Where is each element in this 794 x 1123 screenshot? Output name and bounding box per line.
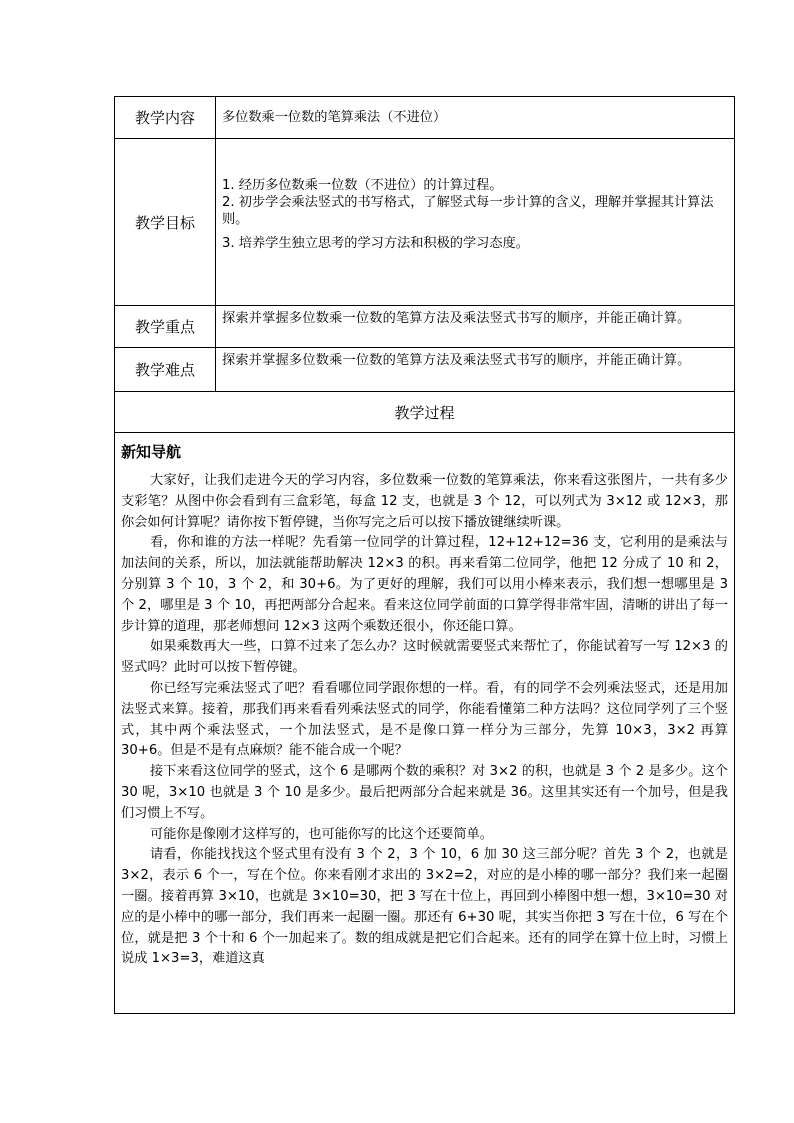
teaching-goals-list bbox=[216, 139, 734, 305]
paragraph: 如果乘数再大一些，口算不过来了怎么办？这时候就需要竖式来帮忙了，你能试着写一写 12×3 的竖式吗？此时可以按下暂停键。 bbox=[121, 639, 728, 676]
paragraph: 看，你和谁的方法一样呢？先看第一位同学的计算过程，12+12+12=36 支，它利用的是乘法与加法间的关系，所以，加法就能帮助解决 12×3 的积。再来看第二位同学，他把 12 分成了 10 和 2，分别算 3 个 10，3 个 2，和 30+6。为了更好的理解，我们可以用小棒来表示，我们想一想哪里是 3 个 2，哪里是 3 个 10，再把两部分合起来。看来这位同学前面的口算学得非常牢固，清晰的讲出了每一步计算的道理，那老师想问 12×3 这两个乘数还很小，你还能口算。 bbox=[121, 535, 728, 634]
row-teaching-goals bbox=[115, 139, 734, 306]
paragraph: 大家好，让我们走进今天的学习内容，多位数乘一位数的笔算乘法，你来看这张图片，一共有多少支彩笔？从图中你会看到有三盒彩笔，每盒 12 支，也就是 3 个 12，可以列式为 3×12 或 12×3，那你会如何计算呢？请你按下暂停键，当你写完之后可以按下播放键继续听课。 bbox=[121, 473, 728, 530]
teaching-content-text: 多位数乘一位数的笔算乘法（不进位） bbox=[222, 110, 447, 125]
row-difficulties bbox=[115, 348, 734, 392]
goal-item-2: 2. 初步学会乘法竖式的书写格式，了解竖式每一步计算的含义，理解并掌握其计算法则。 bbox=[222, 195, 714, 227]
label-teaching-goals: 教学目标 bbox=[115, 139, 216, 305]
label-teaching-content: 教学内容 bbox=[115, 97, 216, 138]
row-process-body bbox=[115, 433, 734, 1013]
row-teaching-content bbox=[115, 97, 734, 139]
section-title: 新知导航 bbox=[121, 443, 182, 461]
paragraph: 接下来看这位同学的竖式，这个 6 是哪两个数的乘积？对 3×2 的积，也就是 3 个 2 是多少。这个 30 呢，3×10 也就是 3 个 10 是多少。最后把两部分合起来就是 36。这里其实还有一个加号，但是我们习惯上不写。 bbox=[121, 764, 728, 821]
row-key-points bbox=[115, 306, 734, 348]
difficulties-text: 探索并掌握多位数乘一位数的笔算方法及乘法竖式书写的顺序，并能正确计算。 bbox=[222, 353, 691, 368]
key-points-text: 探索并掌握多位数乘一位数的笔算方法及乘法竖式书写的顺序，并能正确计算。 bbox=[222, 311, 691, 326]
goal-item-3: 3. 培养学生独立思考的学习方法和积极的学习态度。 bbox=[222, 236, 529, 251]
process-header: 教学过程 bbox=[394, 403, 455, 422]
lesson-plan-table bbox=[114, 96, 735, 1014]
paragraph: 你已经写完乘法竖式了吧？看看哪位同学跟你想的一样。看，有的同学不会列乘法竖式，还是用加法竖式来算。接着，那我们再来看看列乘法竖式的同学，你能看懂第二种方法吗？这位同学列了三个竖式，其中两个乘法竖式，一个加法竖式，是不是像口算一样分为三部分，先算 10×3，3×2 再算 30+6。但是不是有点麻烦？能不能合成一个呢？ bbox=[121, 680, 728, 759]
paragraph: 可能你是像刚才这样写的，也可能你写的比这个还要简单。 bbox=[150, 826, 493, 842]
row-process-header bbox=[115, 392, 734, 433]
goal-item-1: 1. 经历多位数乘一位数（不进位）的计算过程。 bbox=[222, 178, 503, 193]
label-key-points: 教学重点 bbox=[115, 306, 216, 347]
label-difficulties: 教学难点 bbox=[115, 348, 216, 391]
process-body bbox=[115, 433, 734, 1013]
paragraph: 请看，你能找找这个竖式里有没有 3 个 2，3 个 10，6 加 30 这三部分呢？首先 3 个 2，也就是 3×2，表示 6 个一，写在个位。你来看刚才求出的 3×2=2，对应的是小棒的哪一部分？我们来一起圈一圈。接着再算 3×10，也就是 3×10=30，把 3 写在十位上，再回到小棒图中想一想，3×10=30 对应的是小棒中的哪一部分，我们再来一起圈一圈。那还有 6+30 呢，其实当你把 3 写在十位，6 写在个位，就是把 3 个十和 6 个一加起来了。数的组成就是把它们合起来。还有的同学在算十位上时，习惯上说成 1×3=3，难道这真 bbox=[121, 847, 728, 967]
